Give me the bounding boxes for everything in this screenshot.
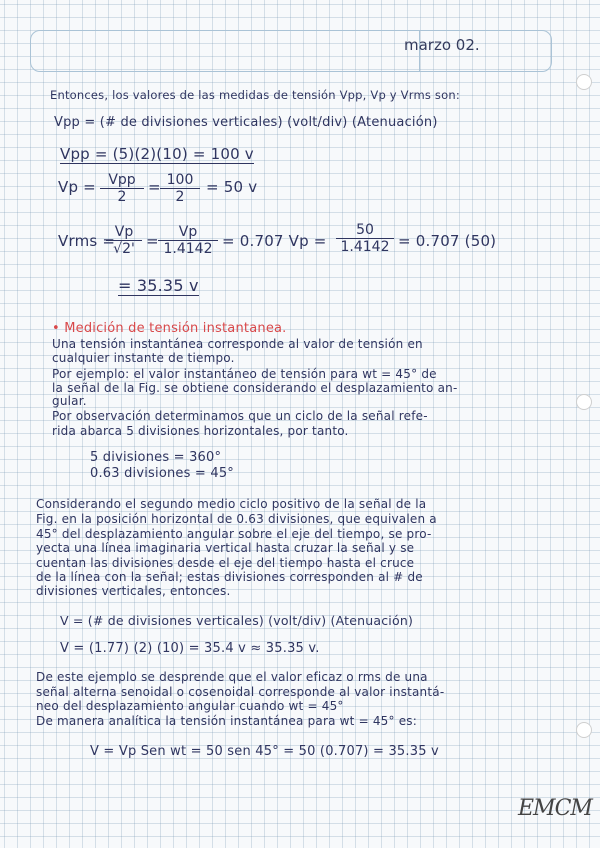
vrms-f2-den: 1.4142 <box>163 241 213 257</box>
binder-hole <box>576 394 592 410</box>
vp-equals: = <box>148 178 161 196</box>
vrms-result <box>118 276 199 295</box>
vp-frac2-num: 100 <box>160 172 200 189</box>
p2-line: 45° del desplazamiento angular sobre el eje del tiempo, se pro- <box>36 527 432 541</box>
vpp-calc-text: Vpp = (5)(2)(10) = 100 v <box>60 145 254 163</box>
p3-line: De manera analítica la tensión instantánea para wt = 45° es: <box>36 714 418 728</box>
p2-line: Fig. en la posición horizontal de 0.63 divisiones, que equivalen a <box>36 512 437 526</box>
vrms-lhs: Vrms = <box>58 232 116 250</box>
vrms-fraction-1 <box>106 224 142 257</box>
vp-frac1-den: 2 <box>117 189 127 205</box>
vp-fraction-1 <box>100 172 144 205</box>
binder-hole <box>576 74 592 90</box>
vp-fraction-2 <box>160 172 200 205</box>
final-equation: V = Vp Sen wt = 50 sen 45° = 50 (0.707) = 35.35 v <box>90 744 439 759</box>
p3-line: De este ejemplo se desprende que el valor eficaz o rms de una <box>36 670 428 684</box>
vrms-f1-num: Vp <box>106 224 142 241</box>
vrms-f2-num: Vp <box>158 224 218 241</box>
binder-hole <box>576 722 592 738</box>
vp-result: = 50 v <box>206 178 258 196</box>
p1-line: la señal de la Fig. se obtiene considerando el desplazamiento an- <box>52 381 458 395</box>
p2-line: de la línea con la señal; estas divisiones corresponden al # de <box>36 570 423 584</box>
p3-line: neo del desplazamiento angular cuando wt = 45° <box>36 699 344 713</box>
p1-line: gular. <box>52 394 87 408</box>
vrms-end: = 0.707 (50) <box>398 232 497 250</box>
vrms-eq1: = <box>146 232 159 250</box>
vrms-mid: = 0.707 Vp = <box>222 232 327 250</box>
p2-line: yecta una línea imaginaria vertical hasta cruzar la señal y se <box>36 541 415 555</box>
p3-line: señal alterna senoidal o cosenoidal corresponde al valor instantá- <box>36 685 445 699</box>
p1-line: Una tensión instantánea corresponde al valor de tensión en <box>52 337 423 351</box>
v-calculation: V = (1.77) (2) (10) = 35.4 v ≈ 35.35 v. <box>60 641 320 656</box>
vp-lhs: Vp = <box>58 178 96 196</box>
signature: EMCM <box>518 796 592 821</box>
p2-line: divisiones verticales, entonces. <box>36 584 231 598</box>
vrms-f1-den: √2' <box>113 241 135 257</box>
vrms-f3-num: 50 <box>336 222 394 239</box>
p1-line: cualquier instante de tiempo. <box>52 351 235 365</box>
vrms-result-text: = 35.35 v <box>118 276 199 295</box>
vrms-fraction-2 <box>158 224 218 257</box>
intro-text: Entonces, los valores de las medidas de tensión Vpp, Vp y Vrms son: <box>50 88 460 102</box>
vp-frac2-den: 2 <box>175 189 185 205</box>
vp-frac1-num: Vpp <box>100 172 144 189</box>
vrms-fraction-3 <box>336 222 394 255</box>
divisions-eq-1: 5 divisiones = 360° <box>90 450 222 465</box>
divisions-eq-2: 0.63 divisiones = 45° <box>90 466 234 481</box>
vrms-f3-den: 1.4142 <box>340 239 390 255</box>
page-date: marzo 02. <box>404 36 480 54</box>
p1-line: Por observación determinamos que un ciclo de la señal refe- <box>52 409 428 423</box>
vpp-calculation <box>60 147 254 161</box>
v-definition: V = (# de divisiones verticales) (volt/div) (Atenuación) <box>60 613 414 628</box>
p2-line: Considerando el segundo medio ciclo positivo de la señal de la <box>36 497 427 511</box>
p2-line: cuentan las divisiones desde el eje del tiempo hasta el cruce <box>36 556 415 570</box>
p1-line: rida abarca 5 divisiones horizontales, por tanto. <box>52 424 349 438</box>
p1-line: Por ejemplo: el valor instantáneo de tensión para wt = 45° de <box>52 367 437 381</box>
section-title: • Medición de tensión instantanea. <box>52 321 287 336</box>
vpp-definition: Vpp = (# de divisiones verticales) (volt/div) (Atenuación) <box>54 115 438 130</box>
